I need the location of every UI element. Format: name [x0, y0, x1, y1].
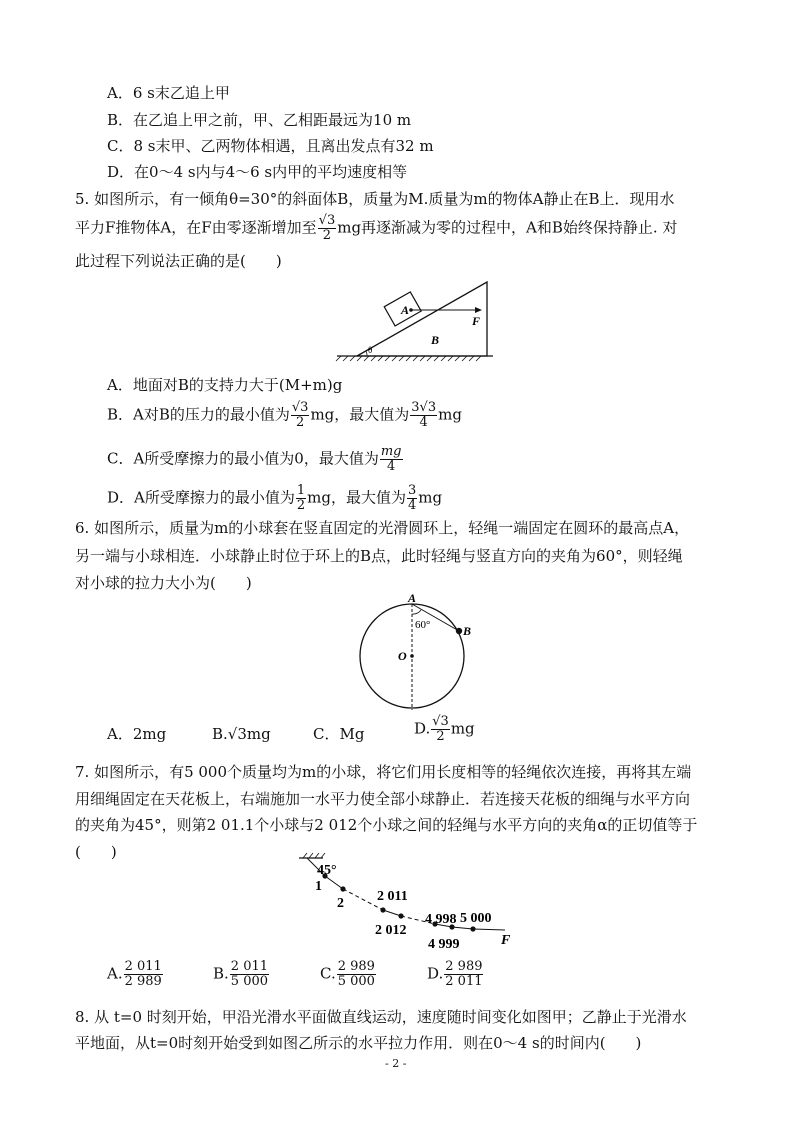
q5-stem-line3: 此过程下列说法正确的是( ): [75, 252, 282, 270]
q7-stem-line2: 用细绳固定在天花板上，右端施加一水平力使全部小球静止．若连接天花板的细绳与水平方向: [75, 790, 691, 808]
ball-2011: 2 011: [377, 889, 408, 904]
q5-stem-line2: 平力F推物体A，在F由零逐渐增加至 $\frac{√3}{2}$ mg再逐渐减为零的过程中，A和B始终保持静止. 对: [75, 213, 678, 243]
q8-stem-line1: 8. 从 t=0 时刻开始，甲沿光滑水平面做直线运动，速度随时间变化如图甲；乙静止于光滑水: [75, 1008, 687, 1026]
q5-option-d: D．A所受摩擦力的最小值为 $\frac{1}{2}$ mg，最大值为 $\frac{3}{4}$ mg: [107, 483, 443, 513]
angle-60: 60°: [415, 619, 431, 631]
q8-stem-line2: 平地面，从t=0时刻开始受到如图乙所示的水平拉力作用．则在0～4 s的时间内( ): [75, 1034, 642, 1052]
q5-incline-figure: [335, 278, 495, 362]
q7-stem-line3: 的夹角为45°，则第2 01.1个小球与2 012个小球之间的轻绳与水平方向的夹角α的正切值等于: [75, 816, 698, 834]
ball-4999: 4 999: [428, 937, 460, 952]
label-theta: θ: [368, 345, 373, 355]
q4-option-a: A．6 s末乙追上甲: [107, 84, 230, 102]
q6-option-b: B.√3mg: [212, 725, 271, 743]
ball-5000: 5 000: [460, 911, 492, 926]
force-f: F: [501, 933, 511, 948]
q5-option-a: A．地面对B的支持力大于(M+m)g: [107, 376, 343, 394]
q7-option-a: A. $\frac{2 011}{2 989}$: [107, 959, 162, 989]
ball-1: 1: [315, 879, 322, 894]
q6-option-c: C．Mg: [313, 725, 365, 743]
q7-chain-figure: [295, 852, 520, 952]
label-f: F: [472, 314, 481, 328]
label-b: B: [463, 624, 472, 638]
q6-option-d: D. $\frac{√3}{2}$ mg: [414, 714, 475, 744]
q4-option-d: D．在0～4 s内与4～6 s内甲的平均速度相等: [107, 163, 408, 181]
q7-option-c: C. $\frac{2 989}{5 000}$: [320, 959, 375, 989]
q7-option-b: B. $\frac{2 011}{5 000}$: [213, 959, 269, 989]
q7-option-d: D. $\frac{2 989}{2 011}$: [427, 959, 483, 989]
angle-45: 45°: [317, 863, 337, 878]
label-a: A: [408, 592, 417, 605]
page-number: - 2 -: [385, 1057, 407, 1070]
label-a: A: [401, 303, 410, 317]
q6-ring-figure: [355, 592, 480, 712]
q4-option-b: B．在乙追上甲之前，甲、乙相距最远为10 m: [107, 111, 412, 129]
label-o: O: [398, 649, 407, 663]
q6-stem-line3: 对小球的拉力大小为( ): [75, 574, 252, 592]
ball-2: 2: [337, 896, 344, 911]
q6-option-a: A．2mg: [107, 725, 167, 743]
q5-option-c: C．A所受摩擦力的最小值为0，最大值为 $\frac{mg}{4}$: [107, 444, 402, 474]
ball-2012: 2 012: [375, 923, 407, 938]
ball-4998: 4 998: [425, 912, 457, 927]
q5-option-b: B．A对B的压力的最小值为 $\frac{√3}{2}$ mg，最大值为 $\frac{3√3}{4}$ mg: [107, 400, 462, 430]
q7-stem-line1: 7. 如图所示，有5 000个质量均为m的小球，将它们用长度相等的轻绳依次连接，再将其左端: [75, 763, 692, 781]
q5-stem-line1: 5. 如图所示，有一倾角θ=30°的斜面体B，质量为M.质量为m的物体A静止在B上．现用水: [75, 190, 675, 208]
q6-stem-line1: 6. 如图所示，质量为m的小球套在竖直固定的光滑圆环上，轻绳一端固定在圆环的最高点A，: [75, 519, 690, 537]
q6-stem-line2: 另一端与小球相连．小球静止时位于环上的B点，此时轻绳与竖直方向的夹角为60°，则轻绳: [75, 547, 683, 565]
fraction-sqrt3-over-2: $\frac{√3}{2}$: [318, 213, 336, 243]
q4-option-c: C．8 s末甲、乙两物体相遇，且离出发点有32 m: [107, 137, 434, 155]
label-b: B: [431, 333, 440, 347]
q7-stem-line4: ( ): [75, 843, 117, 861]
